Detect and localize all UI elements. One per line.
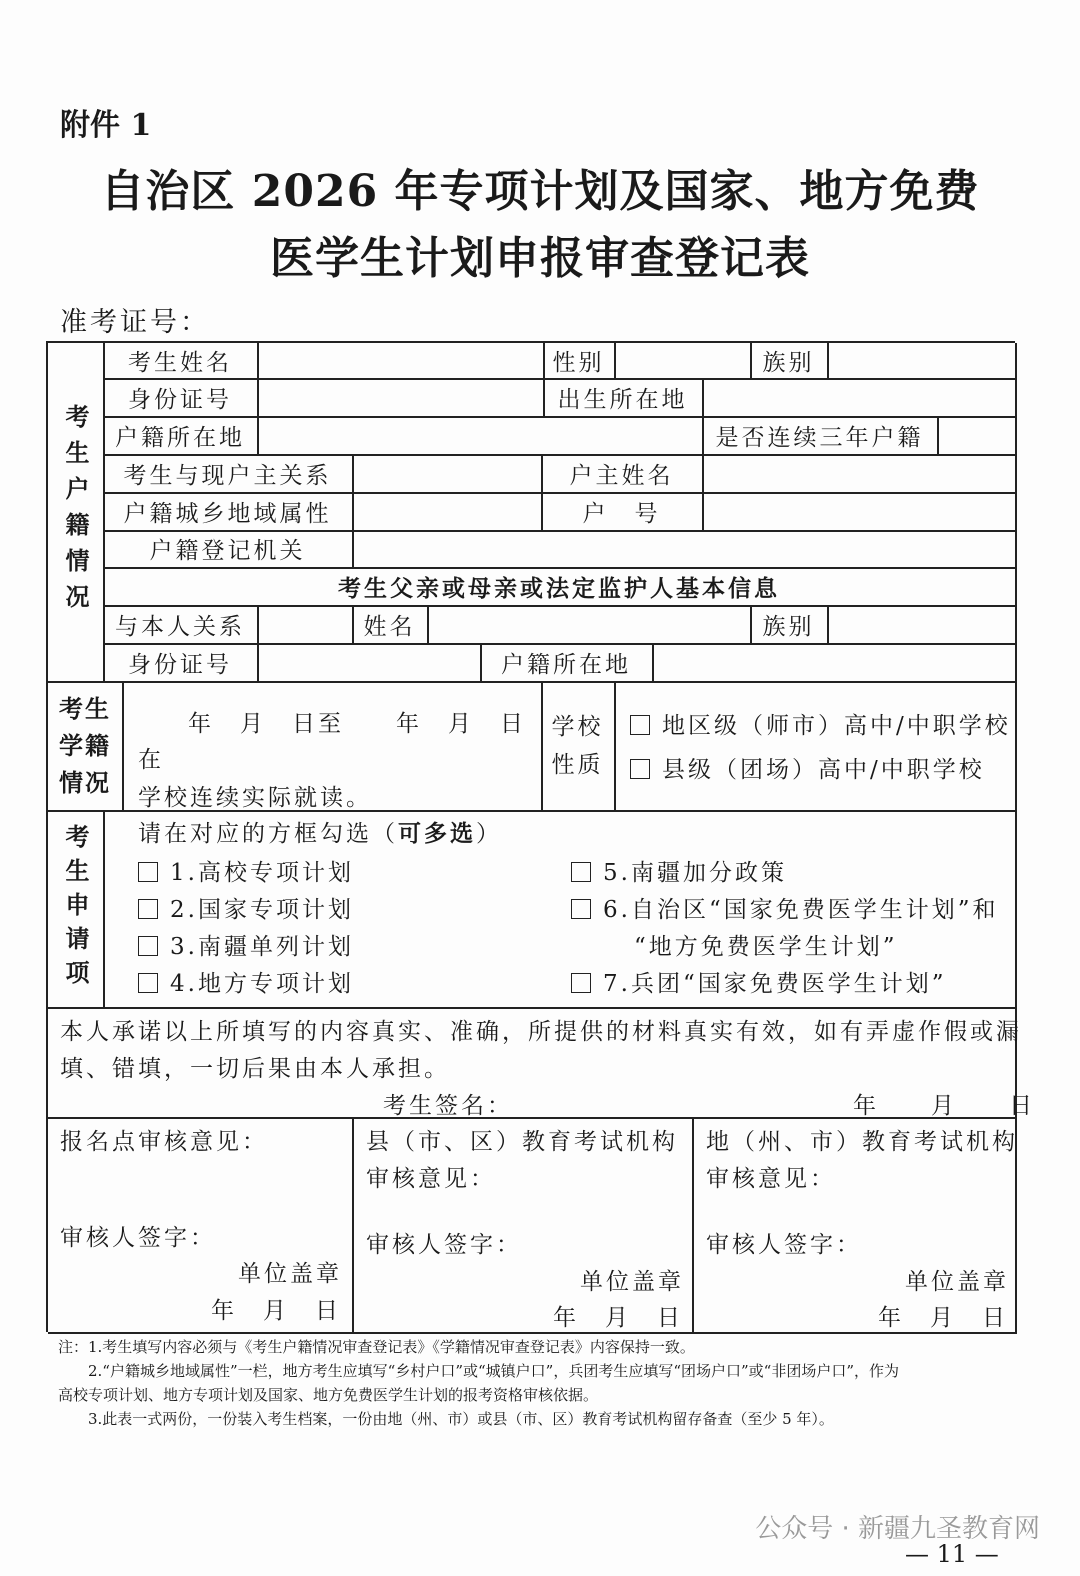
birthplace-label: 出生所在地: [543, 378, 704, 418]
reviewer-signature-2: 审核人签字：: [366, 1232, 522, 1258]
section-school-label: 考生学籍情况: [48, 681, 124, 812]
option-label: 县级（团场）高中/中职学校: [662, 757, 985, 783]
date-3: 年 月 日: [878, 1305, 1008, 1331]
three-years-label: 是否连续三年户籍: [702, 416, 939, 456]
guardian-id-field[interactable]: [257, 643, 482, 683]
reviewer-signature-1: 审核人签字：: [60, 1225, 216, 1251]
county-review-title-2: 审核意见：: [366, 1166, 496, 1192]
gender-label: 性别: [543, 343, 616, 380]
three-years-field[interactable]: [937, 416, 1017, 456]
title-line-1: 自治区 2026 年专项计划及国家、地方免费: [100, 166, 980, 217]
seal-2: 单位盖章: [580, 1269, 684, 1295]
guardian-relation-field[interactable]: [257, 605, 354, 645]
relation-head-field[interactable]: [352, 454, 543, 494]
candidate-signature-label: 考生签名：: [383, 1093, 513, 1119]
hukou-number-label: 户 号: [541, 492, 704, 532]
exam-number-label: 准考证号：: [60, 307, 210, 338]
option-prefecture[interactable]: [630, 707, 1011, 740]
guardian-hukou-field[interactable]: [652, 643, 1017, 683]
reg-office-field[interactable]: [352, 530, 1017, 569]
school-type-label: 学校性质: [541, 681, 616, 812]
note-3: 3.此表一式两份，一份装入考生档案，一份由地（州、市）或县（市、区）教育考试机构留存备查（至少 5 年）。: [88, 1410, 834, 1428]
guardian-hukou-label: 户籍所在地: [480, 643, 654, 683]
guardian-ethnicity-label: 族别: [750, 605, 829, 645]
study-label: 学校连续实际就读。: [138, 785, 372, 811]
guardian-relation-label: 与本人关系: [103, 605, 259, 645]
registration-form-table: [46, 341, 1035, 1332]
date-1: 年 月 日: [211, 1298, 341, 1324]
hukou-number-field[interactable]: [702, 492, 1017, 532]
item-6[interactable]: 6.自治区“国家免费医学生计划”和: [571, 891, 998, 924]
note-2-continued: 高校专项计划、地方专项计划及国家、地方免费医学生计划的报考资格审核依据。: [58, 1386, 599, 1404]
checkbox[interactable]: [630, 759, 650, 779]
urban-rural-label: 户籍城乡地域属性: [103, 492, 354, 532]
in-label: 在: [138, 747, 164, 773]
section-hukou-label: 考生户籍情况: [48, 343, 105, 683]
reviewer-signature-3: 审核人签字：: [706, 1232, 862, 1258]
head-name-field[interactable]: [702, 454, 1017, 494]
checkbox[interactable]: [630, 715, 650, 735]
promise-line-2: 填、错填，一切后果由本人承担。: [60, 1056, 450, 1082]
item-2[interactable]: 2.国家专项计划: [138, 891, 354, 924]
item-3[interactable]: 3.南疆单列计划: [138, 928, 354, 961]
guardian-id-label: 身份证号: [103, 643, 259, 683]
guardian-ethnicity-field[interactable]: [827, 605, 1017, 645]
section-application-label: 考生申请项: [48, 810, 105, 1009]
watermark: 公众号 · 新疆九圣教育网: [755, 1514, 1040, 1544]
urban-rural-field[interactable]: [352, 492, 543, 532]
instruction: 请在对应的方框勾选（可多选）: [138, 820, 502, 847]
prefecture-review-title-2: 审核意见：: [706, 1166, 836, 1192]
prefecture-review-title-1: 地（州、市）教育考试机构: [706, 1129, 1018, 1155]
id-label: 身份证号: [103, 378, 259, 418]
hukou-location-field[interactable]: [257, 416, 704, 456]
registration-review-title: 报名点审核意见：: [60, 1129, 268, 1155]
school-type-options: [614, 681, 1017, 812]
date-2: 年 月 日: [553, 1305, 683, 1331]
item-7[interactable]: 7.兵团“国家免费医学生计划”: [571, 965, 946, 998]
title-line-2: 医学生计划申报审查登记表: [270, 233, 810, 284]
reg-office-label: 户籍登记机关: [103, 530, 354, 569]
item-6-continued: “地方免费医学生计划”: [634, 934, 898, 960]
guardian-header: 考生父亲或母亲或法定监护人基本信息: [103, 567, 1017, 607]
ethnicity-label: 族别: [750, 343, 829, 380]
gender-field[interactable]: [614, 343, 752, 380]
county-review-title-1: 县（市、区）教育考试机构: [366, 1129, 678, 1155]
hukou-location-label: 户籍所在地: [103, 416, 259, 456]
seal-3: 单位盖章: [905, 1269, 1009, 1295]
head-name-label: 户主姓名: [541, 454, 704, 494]
note-1: 注：1.考生填写内容必须与《考生户籍情况审查登记表》《学籍情况审查登记表》内容保持一致。: [58, 1338, 695, 1356]
date-line: 年 月 日至 年 月 日: [188, 711, 526, 737]
item-5[interactable]: 5.南疆加分政策: [571, 854, 787, 887]
guardian-name-label: 姓名: [352, 605, 429, 645]
page-number: — 11 —: [905, 1540, 999, 1568]
relation-head-label: 考生与现户主关系: [103, 454, 354, 494]
option-county[interactable]: [630, 751, 985, 784]
note-2: 2.“户籍城乡地域属性”一栏，地方考生应填写“乡村户口”或“城镇户口”，兵团考生应填写“团场户口”或“非团场户口”，作为: [88, 1362, 900, 1380]
seal-1: 单位盖章: [238, 1261, 342, 1287]
promise-line-1: 本人承诺以上所填写的内容真实、准确，所提供的材料真实有效，如有弄虚作假或漏: [60, 1019, 1022, 1045]
item-1[interactable]: 1.高校专项计划: [138, 854, 354, 887]
guardian-name-field[interactable]: [427, 605, 752, 645]
attachment-label: 附件 1: [60, 108, 152, 143]
id-field[interactable]: [257, 378, 545, 418]
item-4[interactable]: 4.地方专项计划: [138, 965, 354, 998]
birthplace-field[interactable]: [702, 378, 1017, 418]
option-label: 地区级（师市）高中/中职学校: [662, 713, 1011, 739]
candidate-sign-date: 年 月 日: [853, 1093, 1035, 1119]
name-label: 考生姓名: [103, 343, 259, 380]
name-field[interactable]: [257, 343, 545, 380]
ethnicity-field[interactable]: [827, 343, 1017, 380]
